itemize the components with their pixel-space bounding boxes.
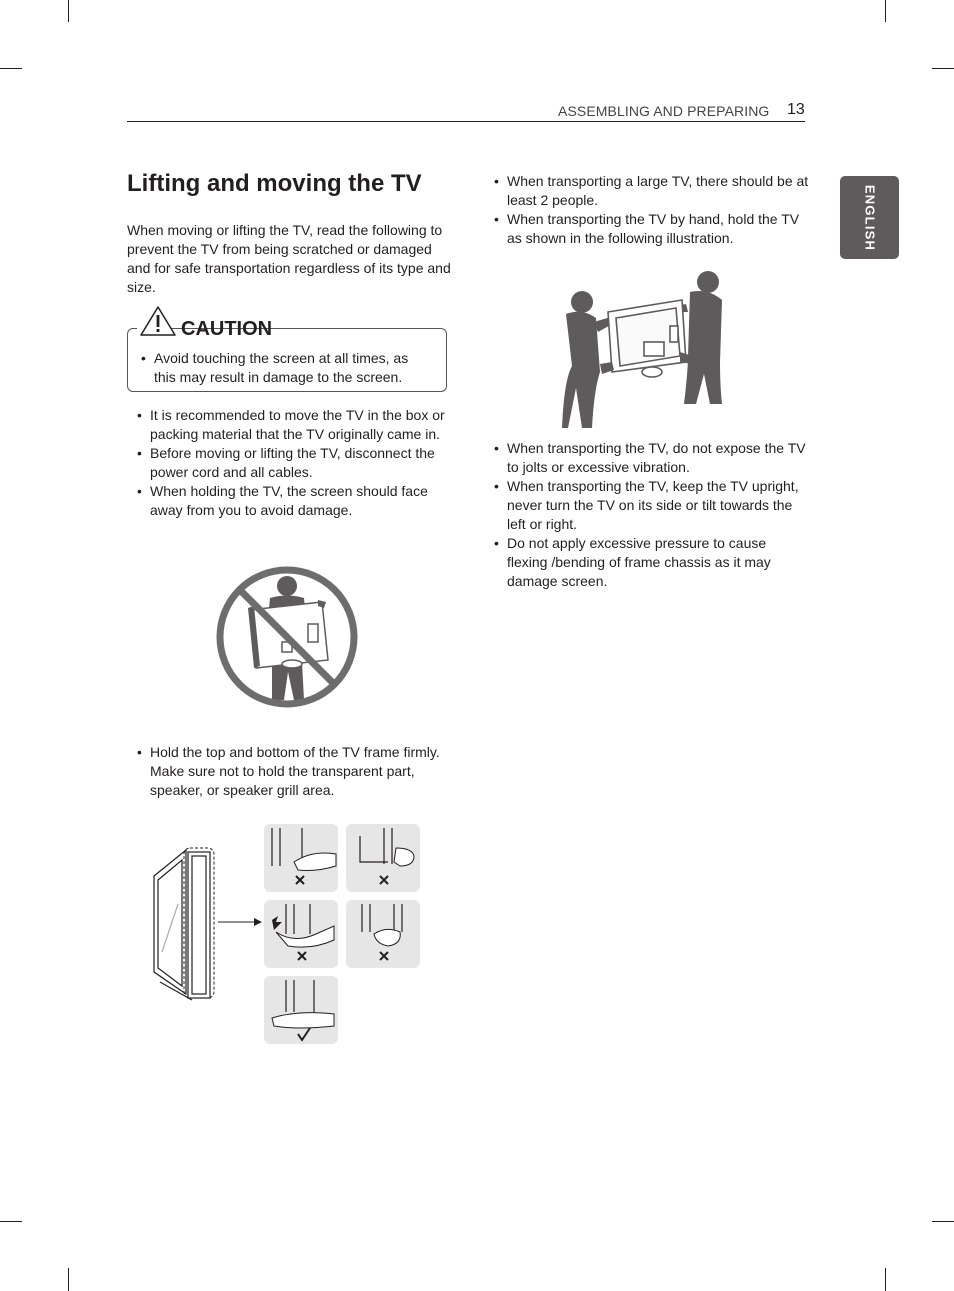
two-person-carry-illustration	[560, 270, 730, 430]
list-item: • Hold the top and bottom of the TV frame firmly. Make sure not to hold the transparent part, speaker, or speaker grill area.	[137, 743, 452, 800]
list-item: • It is recommended to move the TV in the box or packing material that the TV originally came in.	[137, 406, 452, 444]
intro-paragraph: When moving or lifting the TV, read the following to prevent the TV from being scratched or damaged and for safe transportation regardless of its type and size.	[127, 222, 451, 295]
header-divider	[127, 121, 805, 122]
caution-heading	[137, 305, 273, 343]
list-item: • Do not apply excessive pressure to cause flexing /bending of frame chassis as it may damage screen.	[494, 534, 809, 591]
crop-mark	[885, 0, 886, 22]
left-bullet-list-1	[137, 406, 452, 520]
list-item: • When transporting the TV by hand, hold the TV as shown in the following illustration.	[494, 210, 809, 248]
crop-mark	[0, 68, 22, 69]
language-tab-label: ENGLISH	[862, 184, 877, 251]
list-item: • When transporting the TV, do not expose the TV to jolts or excessive vibration.	[494, 439, 809, 477]
right-bullet-list-2	[494, 439, 809, 591]
crop-mark	[68, 1268, 69, 1291]
language-tab	[840, 176, 899, 259]
left-bullet-list-2	[137, 743, 452, 800]
crop-mark	[932, 68, 954, 69]
page-title: Lifting and moving the TV	[127, 170, 422, 197]
crop-mark	[68, 0, 69, 22]
list-item: • When transporting the TV, keep the TV upright, never turn the TV on its side or tilt towards the left or right.	[494, 477, 809, 534]
crop-mark	[0, 1221, 22, 1222]
list-item: • Before moving or lifting the TV, disconnect the power cord and all cables.	[137, 444, 452, 482]
caution-label: CAUTION	[181, 318, 273, 340]
caution-item: • Avoid touching the screen at all times, as this may result in damage to the screen.	[141, 349, 431, 387]
crop-mark	[932, 1221, 954, 1222]
list-item: • When transporting a large TV, there should be at least 2 people.	[494, 172, 809, 210]
wrong-carry-illustration	[210, 560, 365, 715]
caution-box	[127, 328, 447, 392]
caution-list	[141, 349, 431, 387]
crop-mark	[885, 1268, 886, 1291]
warning-triangle-icon	[139, 305, 177, 337]
tv-grip-illustration	[148, 822, 426, 1047]
right-bullet-list-1	[494, 172, 809, 248]
list-item: • When holding the TV, the screen should face away from you to avoid damage.	[137, 482, 452, 520]
section-title: ASSEMBLING AND PREPARING	[558, 103, 770, 119]
page-number: 13	[787, 101, 805, 118]
